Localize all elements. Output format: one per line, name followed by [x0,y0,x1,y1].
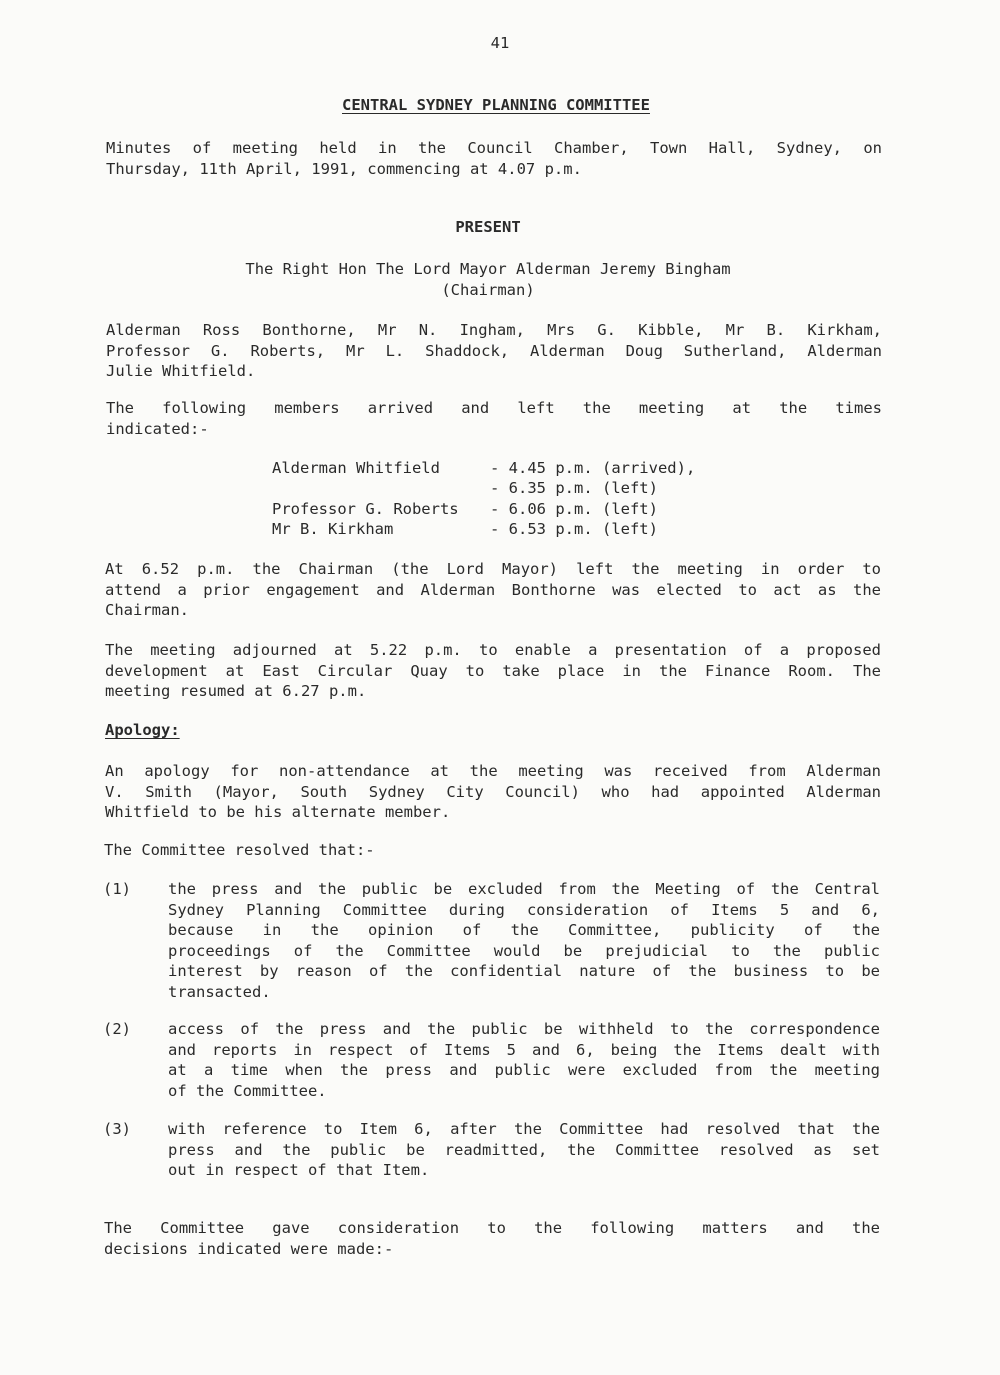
arrival-time: - 6.06 p.m. (left) [490,500,658,518]
chairman-line-1: The Right Hon The Lord Mayor Alderman Jeremy Bingham [245,260,731,278]
resolution-text [168,1019,880,1101]
resolution-line: Sydney Planning Committee during consideration of Items 5 and 6, [168,900,880,919]
arrivals-intro-line-2: indicated:- [106,419,209,438]
resolution-number: (3) [103,1120,131,1138]
members-line-1: Alderman Ross Bonthorne, Mr N. Ingham, Mrs G. Kibble, Mr B. Kirkham, [106,321,882,339]
consideration-line-2: decisions indicated were made:- [104,1239,394,1258]
members-paragraph [106,320,882,382]
arrivals-intro [106,398,882,439]
present-heading: PRESENT [455,218,521,236]
resolution-line: press and the public be readmitted, the Committee resolved as set [168,1140,880,1159]
resolution-line: and reports in respect of Items 5 and 6, being the Items dealt with [168,1040,880,1059]
resolution-line: proceedings of the Committee would be prejudicial to the public [168,941,880,960]
page-number: 41 [490,34,510,52]
committee-heading: CENTRAL SYDNEY PLANNING COMMITTEE [342,96,650,114]
arrival-time: - 6.53 p.m. (left) [490,520,658,538]
members-line-3: Julie Whitfield. [106,362,256,380]
resolution-line: with reference to Item 6, after the Committee had resolved that the [168,1120,880,1138]
adjourned-paragraph [105,640,881,702]
arrival-name: Mr B. Kirkham [272,520,394,538]
apology-paragraph [105,761,881,823]
resolution-line: of the Committee. [168,1081,327,1100]
arrival-name: Alderman Whitfield [272,459,440,477]
members-line-2: Professor G. Roberts, Mr L. Shaddock, Alderman Doug Sutherland, Alderman [106,341,882,360]
chairman-left-line-1: At 6.52 p.m. the Chairman (the Lord Mayor) left the meeting in order to [105,560,881,578]
apology-line-1: An apology for non-attendance at the meeting was received from Alderman [105,762,881,780]
resolution-number: (1) [103,880,131,898]
resolution-line: interest by reason of the confidential nature of the business to be [168,962,880,980]
intro-paragraph [106,138,882,179]
intro-line-1: Minutes of meeting held in the Council Chamber, Town Hall, Sydney, on [106,139,882,157]
arrival-name: Professor G. Roberts [272,500,459,518]
resolution-line: because in the opinion of the Committee, publicity of the [168,921,880,939]
chairman-left-paragraph [105,559,881,621]
apology-line-2: V. Smith (Mayor, South Sydney City Council) who had appointed Alderman [105,782,881,801]
arrivals-intro-line-1: The following members arrived and left the meeting at the times [106,399,882,417]
resolution-line: at a time when the press and public were excluded from the meeting [168,1061,880,1079]
apology-heading: Apology: [105,721,180,739]
resolution-number: (2) [103,1020,131,1038]
resolution-line: out in respect of that Item. [168,1161,430,1179]
arrival-time: - 6.35 p.m. (left) [490,479,658,497]
adjourned-line-1: The meeting adjourned at 5.22 p.m. to enable a presentation of a proposed [105,641,881,659]
consideration-line-1: The Committee gave consideration to the following matters and the [104,1219,880,1237]
resolution-text [168,1119,880,1181]
apology-line-3: Whitfield to be his alternate member. [105,803,451,821]
adjourned-line-2: development at East Circular Quay to take place in the Finance Room. The [105,661,881,680]
resolution-line: the press and the public be excluded from the Meeting of the Central [168,880,880,898]
adjourned-line-3: meeting resumed at 6.27 p.m. [105,682,367,700]
resolution-line: access of the press and the public be withheld to the correspondence [168,1020,880,1038]
intro-line-2: Thursday, 11th April, 1991, commencing at 4.07 p.m. [106,159,582,178]
resolved-intro: The Committee resolved that:- [104,841,375,859]
chairman-line-2: (Chairman) [441,280,535,299]
chairman-left-line-2: attend a prior engagement and Alderman Bonthorne was elected to act as the [105,580,881,599]
chairman-block [0,259,976,300]
resolution-text [168,879,880,1002]
arrival-time: - 4.45 p.m. (arrived), [490,459,696,477]
chairman-left-line-3: Chairman. [105,601,189,619]
resolution-line: transacted. [168,982,271,1001]
consideration-paragraph [104,1218,880,1259]
